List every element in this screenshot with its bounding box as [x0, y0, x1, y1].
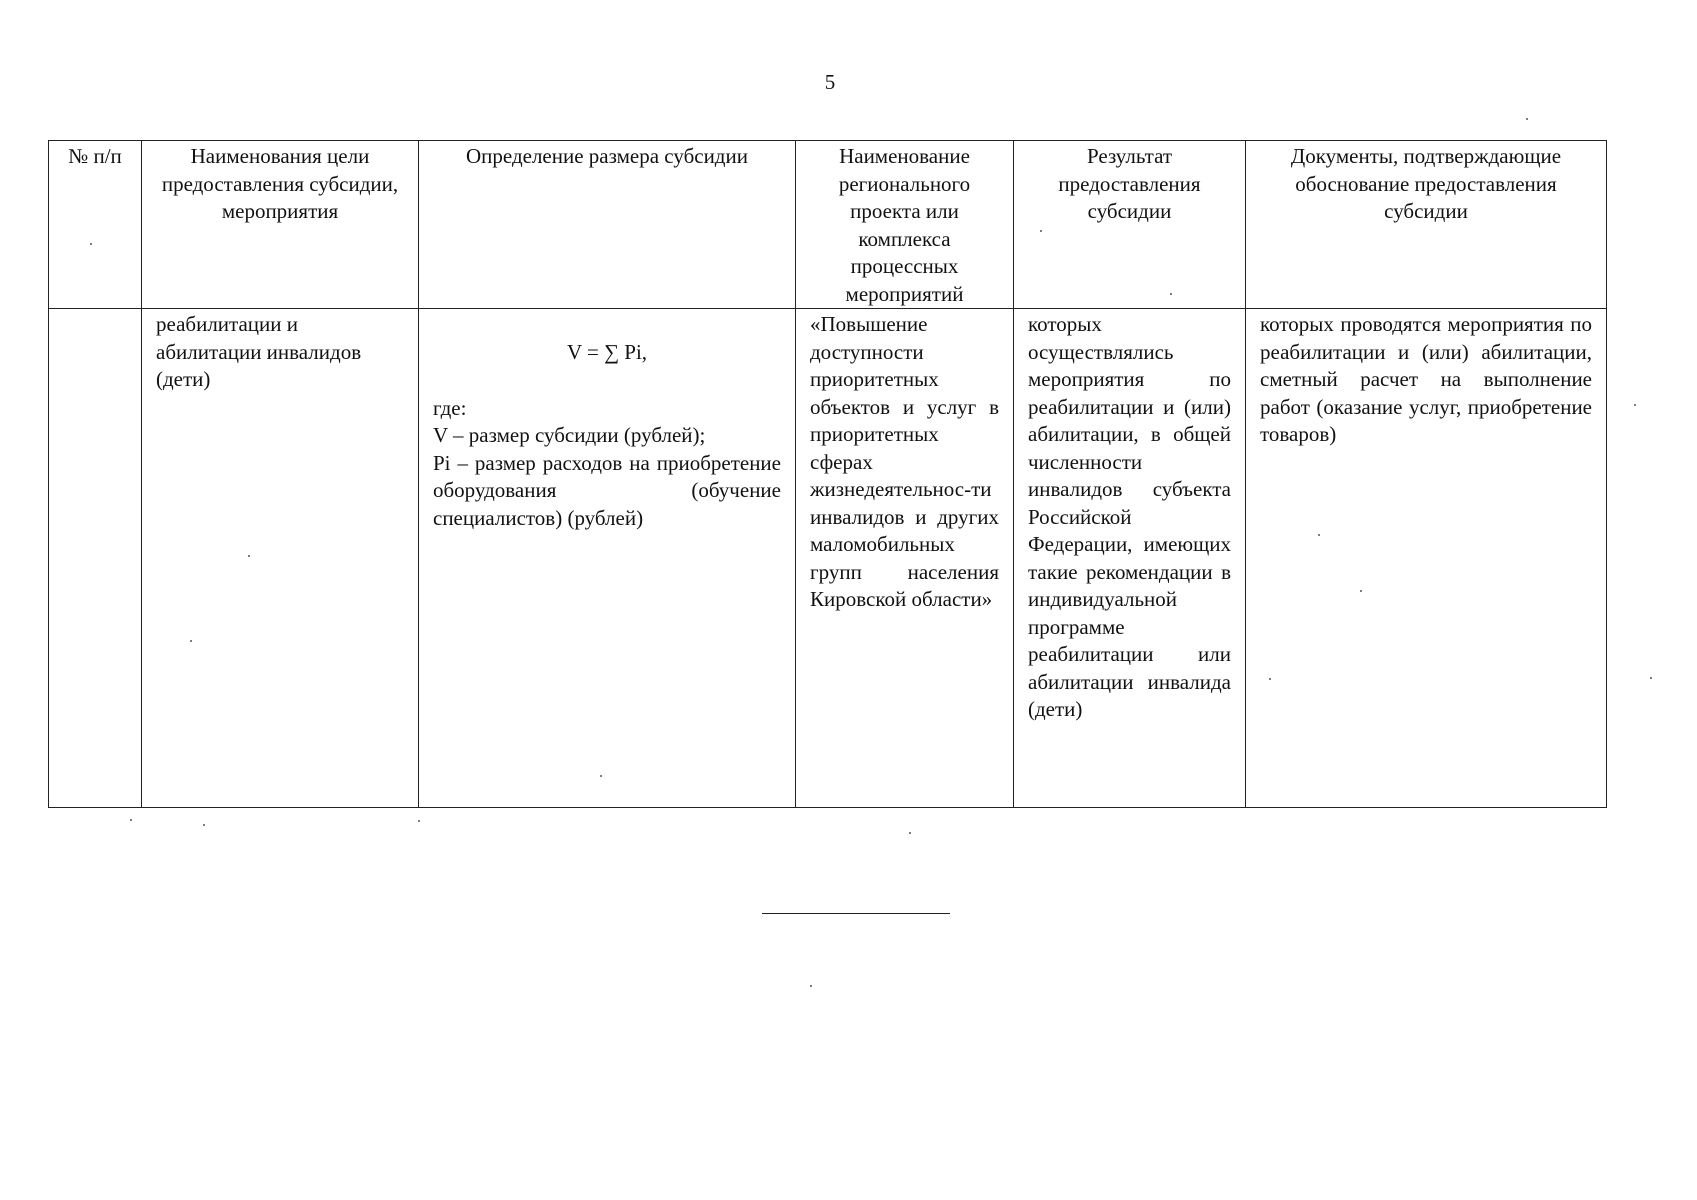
- header-documents: Документы, подтверждающие обоснование предоставления субсидии: [1246, 141, 1607, 309]
- v-definition: V – размер субсидии (рублей);: [433, 423, 706, 447]
- scan-speck: [418, 820, 420, 822]
- scan-speck: [248, 555, 250, 557]
- cell-result: которых осуществлялись мероприятия по реабилитации и (или) абилитации, в общей численности инвалидов субъекта Российской Федерации, имеющих такие рекомендации в индивидуальной программе реабилитации или абилитации инвалида (дети): [1014, 309, 1246, 808]
- header-project: Наименование регионального проекта или комплекса процессных мероприятий: [796, 141, 1014, 309]
- scan-speck: [810, 985, 812, 987]
- header-number: № п/п: [49, 141, 142, 309]
- subsidy-formula: V = ∑ Pi,: [566, 340, 648, 364]
- scan-speck: [1040, 230, 1042, 232]
- table-header-row: [49, 141, 1607, 309]
- scan-speck: [1269, 678, 1271, 680]
- header-subsidy-size: Определение размера субсидии: [419, 141, 796, 309]
- scan-speck: [203, 824, 205, 826]
- cell-documents: которых проводятся мероприятия по реабилитации и (или) абилитации, сметный расчет на выполнение работ (оказание услуг, приобретение товаров): [1246, 309, 1607, 808]
- cell-number: [49, 309, 142, 808]
- cell-subsidy-size: [419, 309, 796, 808]
- scan-speck: [1634, 404, 1636, 406]
- scan-speck: [1170, 293, 1172, 295]
- cell-purpose: реабилитации и абилитации инвалидов (дети): [142, 309, 419, 808]
- scan-speck: [130, 819, 132, 821]
- end-separator-line: [762, 913, 950, 914]
- cell-project: «Повышение доступности приоритетных объектов и услуг в приоритетных сферах жизнедеятельнос-ти инвалидов и других маломобильных групп населения Кировской области»: [796, 309, 1014, 808]
- subsidy-table: [48, 140, 1607, 808]
- table-row: [49, 309, 1607, 808]
- scan-speck: [90, 243, 92, 245]
- scan-speck: [1360, 590, 1362, 592]
- where-label: где:: [433, 395, 467, 420]
- header-result: Результат предоставления субсидии: [1014, 141, 1246, 309]
- scan-speck: [1650, 677, 1652, 679]
- scan-speck: [1318, 534, 1320, 536]
- scan-speck: [909, 832, 911, 834]
- pi-definition: Pi – размер расходов на приобретение оборудования (обучение специалистов) (рублей): [433, 450, 781, 530]
- scan-speck: [1526, 118, 1528, 120]
- header-purpose: Наименования цели предоставления субсидии, мероприятия: [142, 141, 419, 309]
- scan-speck: [190, 640, 192, 642]
- page-number: 5: [824, 70, 836, 94]
- scan-speck: [600, 775, 602, 777]
